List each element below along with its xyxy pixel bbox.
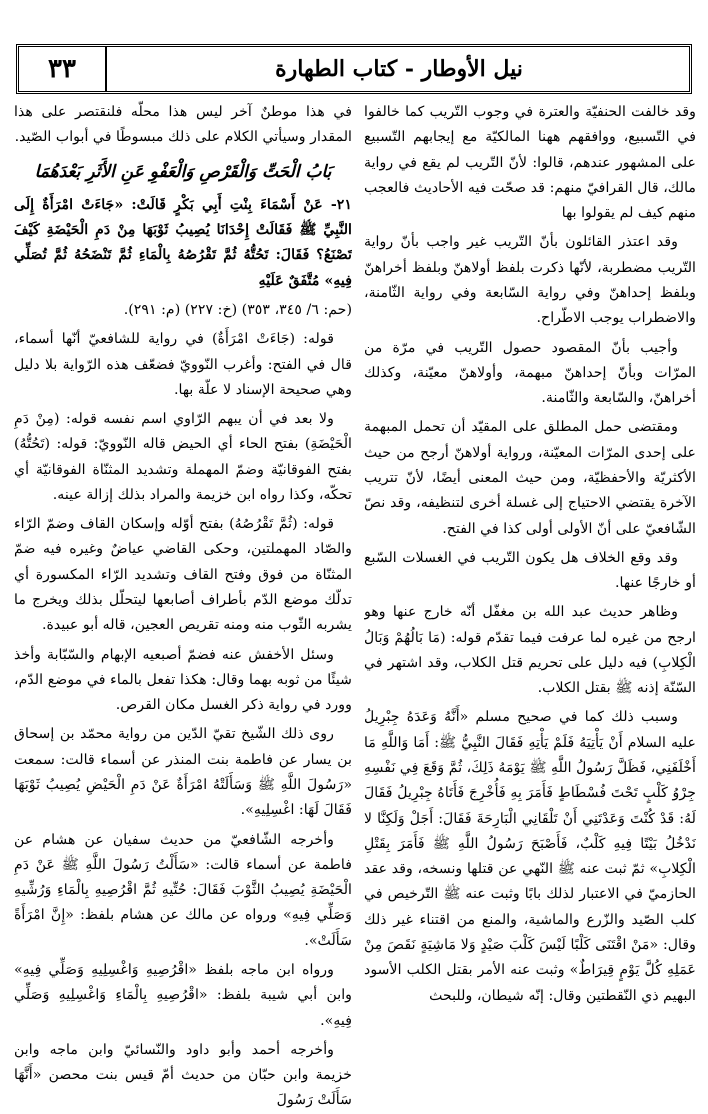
hadith-text: ٢١- عَنْ أَسْمَاءَ بِنْتِ أَبِي بَكْرٍ قَالَتْ: «جَاءَتْ امْرَأَةٌ إِلَى النَّبِيِّ ﷺ فَقَالَتْ إِحْدَانَا يُصِيبُ ثَوْبَهَا مِنْ دَمِ الْحَيْضَةِ كَيْفَ تَصْنَعُ؟ فَقَالَ: تَحُتُّهُ ثُمَّ تَقْرُصُهُ بِالْمَاءِ ثُمَّ تَنْضَحُهُ ثُمَّ تُصَلِّي فِيهِ» مُتَّفَقٌ عَلَيْهِ	[14, 196, 352, 289]
paragraph: وقد اعتذر القائلون بأنّ التّريب غير واجب بأنّ رواية التّريب مضطربة، لأنّها ذكرت بلفظ أولاهنّ وبلفظ أخراهنّ وبلفظ إحداهنّ وفي رواية السّابعة وفي رواية الثّامنة، والاضطراب يوجب الاطّراح.	[364, 234, 696, 327]
page-number: ٣٣	[48, 54, 76, 84]
chapter-heading: بَابُ الْحَتِّ وَالْقَرْصِ وَالْعَفْوِ عَنِ الأَثَرِ بَعْدَهُمَا	[34, 161, 332, 182]
hadith-references: (حم: ٦/ ٣٤٥، ٣٥٣) (خ: ٢٢٧) (م: ٢٩١).	[123, 301, 352, 318]
paragraph: في هذا موطنٌ آخر ليس هذا محلّه فلنقتصر على هذا المقدار وسيأتي الكلام على ذلك مبسوطًا في أبواب الصّيد.	[14, 104, 352, 146]
paragraph: ورواه ابن ماجه بلفظ «اقْرُصِيهِ وَاغْسِلِيهِ وَصَلِّي فِيهِ» وابن أبي شيبة بلفظ: «اقْرُصِيهِ بِالْمَاءِ وَاغْسِلِيهِ وَصَلِّي فِيهِ».	[14, 961, 352, 1029]
paragraph: روى ذلك الشّيخ تقيّ الدّين من رواية محمّد بن إسحاق بن يسار عن فاطمة بنت المنذر عن أسماء قالت: سمعت «رَسُولَ اللَّهِ ﷺ وَسَأَلَتْهُ امْرَأَةٌ عَنْ دَمِ الْحَيْضِ يُصِيبُ ثَوْبَهَا فَقَالَ لَهَا: اغْسِلِيهِ».	[14, 726, 352, 819]
paragraph: وسبب ذلك كما في صحيح مسلم «أَنَّهُ وَعَدَهُ جِبْرِيلُ عليه السلام أَنْ يَأْتِيَهُ فَلَمْ يَأْتِهِ فَقَالَ النَّبِيُّ ﷺ: أَمَا وَاللَّهِ مَا أَخْلَفَنِي، فَظَلَّ رَسُولُ اللَّهِ ﷺ يَوْمَهُ ذَلِكَ، ثُمَّ وَقَعَ فِي نَفْسِهِ جِرْوُ كَلْبٍ تَحْتَ فُسْطَاطٍ فَأَمَرَ بِهِ فَأُخْرِجَ فَأَتَاهُ جِبْرِيلُ فَقَالَ لَهُ: قَدْ كُنْتَ وَعَدْتَنِي أَنْ تَلْقَانِي الْبَارِحَةَ فَقَالَ: أَجَلْ وَلَكِنَّا لا نَدْخُلُ بَيْتًا فِيهِ كَلْبٌ، فَأَصْبَحَ رَسُولُ اللَّهِ ﷺ فَأَمَرَ بِقَتْلِ الْكِلابِ» ثمّ ثبت عنه ﷺ النّهي عن قتلها ونسخه، وقد عقد الحازميّ في الاعتبار لذلك بابًا وثبت عنه ﷺ التّرخيص في كلب الصّيد والزّرع والماشية، والمنع من اقتناء غير ذلك وقال: «مَنْ اقْتَنَى كَلْبًا لَيْسَ كَلْبَ صَيْدٍ وَلا مَاشِيَةٍ نَقَصَ مِنْ عَمَلِهِ كُلَّ يَوْمٍ قِيرَاطٌ» وثبت عنه الأمر بقتل الكلب الأسود البهيم ذي النّقطتين وقال: إنّه شيطان، وللبحث	[364, 709, 696, 1004]
paragraph: ولا بعد في أن يبهم الرّاوي اسم نفسه قوله: (مِنْ دَمِ الْحَيْضَةِ) بفتح الحاء أي الحيض قاله النّوويّ: قوله: (تَحُتُّهُ) بفتح الفوقانيّة وضمّ المهملة وتشديد المثنّاة الفوقانيّة أي تحكّه، وكذا رواه ابن خزيمة والمراد بذلك إزالة عينه.	[14, 411, 352, 503]
paragraph: قوله: (جَاءَتْ امْرَأَةٌ) في رواية للشافعيّ أنّها أسماء، قال في الفتح: وأغرب النّوويّ فضعّف هذه الرّواية بلا دليل وهي صحيحة الإسناد لا علّة بها.	[14, 331, 352, 398]
paragraph: وأخرجه أحمد وأبو داود والنّسائيّ وابن ماجه وابن خزيمة وابن حبّان من حديث أمّ قيس بنت محصن «أَنَّهَا سَأَلَتْ رَسُولَ	[14, 1041, 352, 1108]
paragraph: وظاهر حديث عبد الله بن مغفّل أنّه خارج عنها وهو ارجح من غيره لما عرفت فيما تقدّم قوله: (مَا بَالُهُمْ وَبَالُ الْكِلابِ) فيه دليل على تحريم قتل الكلاب، وقد اشتهر في السّنّة إذنه ﷺ بقتل الكلاب.	[364, 604, 696, 697]
page-header	[16, 44, 692, 94]
paragraph: وأجيب بأنّ المقصود حصول التّريب في مرّة من المرّات وبأنّ إحداهنّ مبهمة، وأولاهنّ معيّنة، وكذلك أخراهنّ، والسّابعة والثّامنة.	[364, 339, 696, 407]
paragraph: قوله: (ثُمَّ تَقْرُصُهُ) بفتح أوّله وإسكان القاف وضمّ الرّاء والصّاد المهملتين، وحكى القاضي عياضٌ وغيره فيه ضمّ المثنّاة من فوق وفتح القاف وتشديد الرّاء المكسورة أي تدلّك موضع الدّم بأطراف أصابعها ليتحلّل بذلك ويخرج ما يشربه الثّوب منه ومنه تقريص العجين، قاله أبو عبيدة.	[14, 516, 352, 634]
right-column	[364, 100, 696, 1108]
paragraph: وقد وقع الخلاف هل يكون التّريب في الغسلات السّبع أو خارجًا عنها.	[364, 549, 696, 592]
running-title: نيل الأوطار - كتاب الطهارة	[275, 56, 523, 82]
paragraph: وأخرجه الشّافعيّ من حديث سفيان عن هشام عن فاطمة عن أسماء قالت: «سَأَلْتُ رَسُولَ اللَّهِ ﷺ عَنْ دَمِ الْحَيْضَةِ يُصِيبُ الثَّوْبَ فَقَالَ: حُتِّيهِ ثُمَّ اقْرُصِيهِ بِالْمَاءِ وَرُشِّيهِ وَصَلِّي فِيهِ» ورواه عن مالك عن هشام بلفظ: «إِنَّ امْرَأَةً سَأَلَتْ».	[14, 831, 352, 949]
left-column	[14, 100, 352, 1108]
header-divider	[105, 47, 107, 91]
paragraph: وسئل الأخفش عنه فضمّ أصبعيه الإبهام والسّبّابة وأخذ شيئًا من ثوبه بهما وقال: هكذا تفعل بالماء في موضع الدّم، وورد في رواية ذكر الغسل مكان القرص.	[14, 646, 352, 714]
paragraph: ومقتضى حمل المطلق على المقيّد أن تحمل المبهمة على إحدى المرّات المعيّنة، ورواية أولاهنّ أرجح من حيث الأكثريّة والأحفظيّة، ومن حيث المعنى أيضًا، لأنّ تتريب الآخرة يقتضي الاحتياج إلى غسلة أخرى لتنظيفه، وقد نصّ الشّافعيّ على أنّ الأولى أولى كذا في الفتح.	[364, 419, 696, 537]
paragraph: وقد خالفت الحنفيّة والعترة في وجوب التّريب كما خالفوا في التّسبيع، ووافقهم ههنا المالكيّة مع إيجابهم التّسبيع على المشهور عندهم، قالوا: لأنّ التّريب لم يقع في رواية مالك، قال القرافيّ منهم: قد صحّت فيه الأحاديث فالعجب منهم كيف لم يقولوا بها	[364, 104, 696, 222]
